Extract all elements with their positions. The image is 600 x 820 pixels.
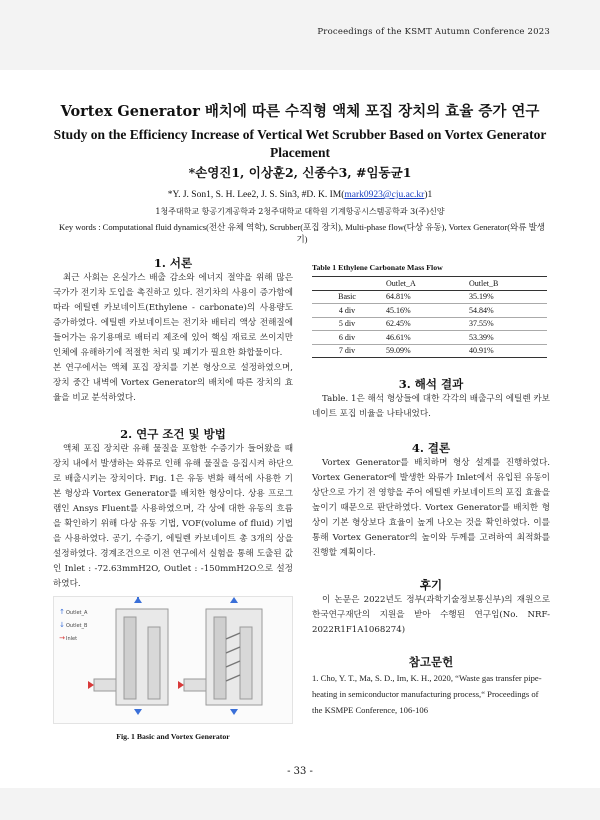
method-paragraph-1: 액체 포집 장치란 유해 물질을 포함한 수증기가 들어왔을 때 장치 내에서 발생하는 와류로 인해 유해 물질을 응집시켜 하단으로 배출시키는 장치이다. Fig. 1은 유동 변화 해석에 사용한 기본 형상과 Vortex Generator를 배치한 형상이다. 상용 프로그램인 Ansys Fluent를 사용하였으며, 각 상에 대한 유동의 흐름을 확인하기 위해 다상 유동 기법, VOF(volume of fluid) 기법을 사용하였다. 공기, 수증기, 에틸렌 카보네이트 총 3개의 상을 설정하였다. 경계조건으로 이전 연구에서 실험을 통해 도출된 값인 Inlet : -72.63mmH2O, Outlet : -150mmH2O으로 설정하였다.: [53, 444, 293, 589]
outlet-a-arrow-icon: [230, 597, 238, 603]
table-row: [312, 304, 547, 318]
legend-inlet: →Inlet: [59, 634, 78, 642]
table-row: [312, 344, 547, 358]
vortex-generator-geometry: [178, 597, 262, 715]
table-1-caption: Table 1 Ethylene Carbonate Mass Flow: [312, 263, 443, 272]
affiliations: 1청주대학교 항공기계공학과 2청주대학교 대학원 기계항공시스템공학과 3(주)신양: [155, 207, 445, 216]
table-row: [312, 317, 547, 331]
table-cell: 54.84%: [468, 305, 494, 315]
table-header-cell: Outlet_B: [468, 278, 499, 288]
footer-bar: [0, 788, 600, 820]
authors-korean: *손영진1, 이상훈2, 신종수3, #임동균1: [188, 165, 412, 180]
table-cell: 35.19%: [468, 292, 494, 302]
table-cell: 64.81%: [386, 292, 411, 302]
table-cell: 62.45%: [386, 319, 411, 329]
table-cell: 53.39%: [468, 332, 494, 342]
table-row: [312, 331, 547, 345]
table-cell: 45.16%: [386, 305, 411, 315]
reference-1: 1. Cho, Y. T., Ma, S. D., Im, K. H., 2020, “Waste gas transfer pipe-heating in semiconductor manufacturing process,“ Proceedings of the KSMPE Conference, 106-106: [312, 673, 542, 715]
mass-flow-table: [312, 276, 547, 358]
basic-geometry: [88, 597, 168, 715]
section-results-title: 3. 해석 결과: [398, 377, 464, 391]
outlet-b-arrow-icon: [230, 709, 238, 715]
title-english: Study on the Efficiency Increase of Vertical Wet Scrubber Based on Vortex Generator Placement: [53, 127, 547, 160]
keywords: Key words : Computational fluid dynamics(전산 유체 역학), Scrubber(포집 장치), Multi-phase flow(다상 유동), Vortex Generator(와류 발생기): [59, 222, 545, 244]
figure-legend: [58, 607, 87, 646]
title-korean: Vortex Generator 배치에 따른 수직형 액체 포집 장치의 효율 증가 연구: [60, 103, 540, 120]
inlet-arrow-icon: [88, 681, 94, 689]
authors-english-suffix: )1: [424, 190, 433, 200]
intro-paragraph-2: 본 연구에서는 액체 포집 장치를 기본 형상으로 설정하였으며, 장치 중간 내벽에 Vortex Generator의 배치에 따른 장치의 효율을 비교 분석하였다.: [53, 363, 293, 403]
authors-english-names: *Y. J. Son1, S. H. Lee2, J. S. Sin3, #D. K. IM(: [167, 190, 345, 200]
scrubber-diagrams: [54, 597, 292, 721]
inlet-arrow-icon: [178, 681, 184, 689]
corresponding-email-link[interactable]: mark0923@cju.ac.kr: [344, 190, 425, 200]
table-cell: 4 div: [338, 305, 356, 315]
table-cell: Basic: [338, 292, 356, 302]
section-conclusion-title: 4. 결론: [411, 441, 451, 455]
legend-outlet-b: ↓Outlet_B: [59, 621, 88, 629]
table-cell: 7 div: [338, 346, 356, 356]
outlet-a-arrow-icon: [134, 597, 142, 603]
legend-outlet-a: ↑Outlet_A: [59, 608, 88, 616]
authors-english: [40, 188, 560, 202]
left-column: [53, 255, 293, 741]
conclusion-paragraph: Vortex Generator를 배치하며 형상 설계를 진행하였다. Vortex Generator에 발생한 와류가 Inlet에서 유입된 유동이 상단으로 가기 전 영향을 주어 에틸렌 카보네이트의 포집 효율을 높이기 때문으로 판단하였다. Vortex Generator를 배치한 형상이 기본 형상보다 효율이 높게 나오는 것을 확인하였다. 이를 통해 Vortex Generator의 높이와 두께를 고려하여 최적화를 진행할 계획이다.: [312, 458, 550, 558]
results-paragraph: Table. 1은 해석 형상들에 대한 각각의 배출구의 에틸렌 카보네이트 포집 비율을 나타내었다.: [312, 394, 550, 419]
table-row: [312, 290, 547, 304]
figure-1: [53, 596, 293, 724]
table-header-row: [312, 277, 547, 291]
table-cell: 37.55%: [468, 319, 494, 329]
section-intro-title: 1. 서론: [153, 256, 193, 270]
conference-header-bar: [0, 0, 600, 70]
section-method-title: 2. 연구 조건 및 방법: [120, 427, 226, 441]
acknowledgement-paragraph: 이 논문은 2022년도 정부(과학기술정보통신부)의 재원으로 한국연구재단의 지원을 받아 수행된 연구임(No. NRF-2022R1F1A1068274): [312, 595, 550, 635]
section-acknowledgement-title: 후기: [419, 578, 443, 592]
table-cell: 5 div: [338, 319, 356, 329]
table-cell: 6 div: [338, 332, 356, 342]
intro-paragraph-1: 최근 사회는 온실가스 배출 감소와 에너지 절약을 위해 많은 국가가 전기차 도입을 촉진하고 있다. 전기차의 사용이 증가함에 따라 에틸렌 카보네이트(Ethylene - carbonate)의 사용량도 증가하였다. 에틸렌 카보네이트는 전기차 배터리 액상 전해질에 들어가는 유기용매로 배터리 제조에 있어 핵심 재료로 쓰이지만 인체에 유해하기에 적절한 처리 및 폐기가 필요한 화합물이다.: [53, 273, 293, 358]
conference-name: Proceedings of the KSMT Autumn Conference 2023: [317, 27, 550, 37]
outlet-b-arrow-icon: [134, 709, 142, 715]
title-block: [40, 102, 560, 218]
table-cell: 46.61%: [386, 332, 411, 342]
page-number: - 33 -: [287, 766, 313, 777]
table-header-cell: [312, 277, 382, 291]
figure-1-caption: Fig. 1 Basic and Vortex Generator: [116, 732, 230, 741]
table-cell: 40.91%: [468, 346, 494, 356]
section-references-title: 참고문헌: [408, 655, 454, 669]
table-cell: 59.09%: [386, 346, 411, 356]
right-column: [312, 255, 550, 718]
table-header-cell: Outlet_A: [386, 278, 416, 288]
